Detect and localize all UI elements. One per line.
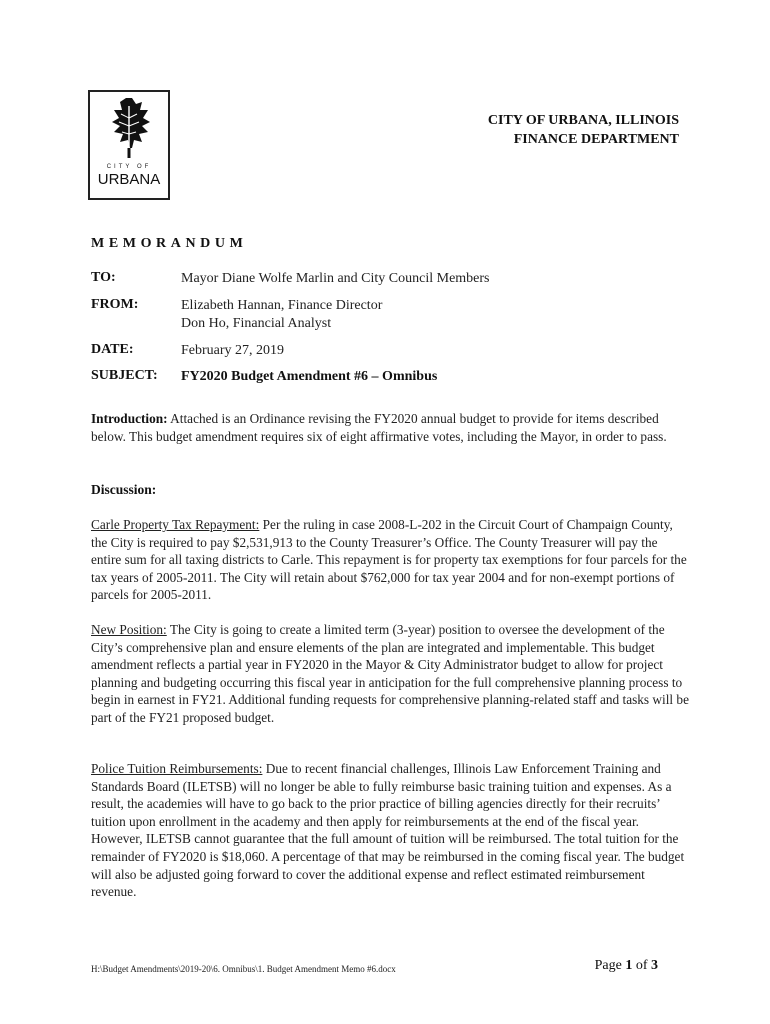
header-department: FINANCE DEPARTMENT xyxy=(513,132,679,147)
footer-file-path: H:\Budget Amendments\2019-20\6. Omnibus\1. Budget Amendment Memo #6.docx xyxy=(91,964,396,974)
page-current: 1 xyxy=(625,958,633,973)
city-logo xyxy=(88,90,170,200)
memo-title: MEMORANDUM xyxy=(91,236,248,251)
page-word: Page xyxy=(594,958,626,973)
section-carle-property-tax xyxy=(91,516,691,604)
section-new-position xyxy=(91,621,691,727)
from-value-1: Elizabeth Hannan, Finance Director xyxy=(181,298,383,313)
header-city: CITY OF URBANA, ILLINOIS xyxy=(487,113,679,128)
introduction-paragraph xyxy=(91,410,691,445)
to-value: Mayor Diane Wolfe Marlin and City Council Members xyxy=(181,271,490,286)
introduction-lead: Introduction: xyxy=(91,411,168,426)
footer-page-number xyxy=(595,958,658,974)
to-label: TO: xyxy=(91,270,116,285)
of-word: of xyxy=(632,958,651,973)
section-text: Per the ruling in case 2008-L-202 in the Circuit Court of Champaign County, the City is required to pay $2,531,913 to the County Treasurer’s Office. The County Treasurer will pay the entire sum for all taxing districts to Carle. This repayment is for property tax exemptions for four parcels for the tax years of 2005-2011. The City will retain about $762,000 for tax year 2004 and for non-exempt portions of parcels for 2005-2011. xyxy=(91,517,687,603)
section-text: Due to recent financial challenges, Illinois Law Enforcement Training and Standards Board (ILETSB) will no longer be able to fully reimburse basic training tuition and expenses. As a result, the academies will have to go back to the prior practice of billing agencies directly for their recruits’ tuition upon enrollment in the academy and then apply for reimbursements at the end of the fiscal year. However, ILETSB cannot guarantee that the full amount of tuition will be reimbursed. The total tuition for the remainder of FY2020 is $18,060. A percentage of that may be reimbursed in the coming fiscal year. The budget will also be adjusted going forward to cover the additional expense and reflect estimated reimbursement revenue. xyxy=(91,761,685,900)
subject-label: SUBJECT: xyxy=(91,368,158,383)
section-heading: Carle Property Tax Repayment: xyxy=(91,517,260,532)
logo-urbana-text: URBANA xyxy=(97,171,161,188)
section-heading: New Position: xyxy=(91,622,167,637)
from-label: FROM: xyxy=(91,297,139,312)
urbana-leaf-logo-icon xyxy=(90,92,168,164)
department-header xyxy=(488,111,679,149)
introduction-text: Attached is an Ordinance revising the FY2020 annual budget to provide for items described below. This budget amendment requires six of eight affirmative votes, including the Mayor, in order to pass. xyxy=(91,411,667,444)
from-value-2: Don Ho, Financial Analyst xyxy=(181,316,332,331)
discussion-heading: Discussion: xyxy=(91,482,157,497)
logo-city-of-text: CITY OF xyxy=(106,164,152,170)
section-heading: Police Tuition Reimbursements: xyxy=(91,761,263,776)
date-label: DATE: xyxy=(91,342,134,357)
page-total: 3 xyxy=(651,958,658,973)
section-text: The City is going to create a limited term (3-year) position to oversee the development of the City’s comprehensive plan and ensure elements of the plan are integrated and implementable. This budget amendment reflects a partial year in FY2020 in the Mayor & City Administrator budget to allow for project planning and budgeting occurring this fiscal year in anticipation for the full comprehensive planning process to begin in earnest in FY21. Additional funding requests for comprehensive planning-related staff and tasks will be part of the FY21 proposed budget. xyxy=(91,622,689,725)
section-police-tuition xyxy=(91,760,691,901)
subject-value: FY2020 Budget Amendment #6 – Omnibus xyxy=(181,369,438,384)
date-value: February 27, 2019 xyxy=(181,343,285,358)
